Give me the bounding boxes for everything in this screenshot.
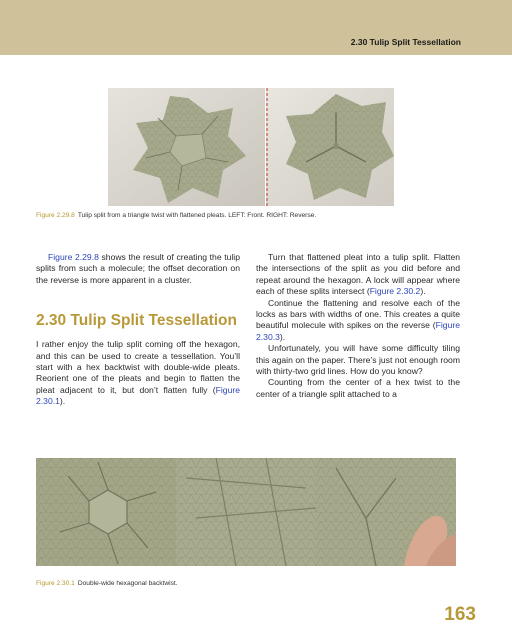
figure-reverse-photo [266,88,394,206]
right-column [256,252,460,400]
figure-caption-text: Tulip split from a triangle twist with flattened pleats. LEFT: Front. RIGHT: Reverse. [77,212,317,219]
paragraph [36,339,240,407]
figure-caption-text: Double-wide hexagonal backtwist. [77,580,178,587]
paragraph [36,252,240,286]
paragraph [256,377,460,400]
figure-reference-link[interactable]: Figure 2.30.2 [369,286,421,297]
paragraph-text: Continue the flattening and resolve each of the locks as bars with widths of one. This creates a quite beautiful molecule with spikes on the reverse ( [256,297,460,331]
paragraph [256,343,460,377]
figure-reference-link[interactable]: Figure 2.30.1 [36,384,240,407]
figure-reference-link[interactable]: Figure 2.29.8 [48,252,99,262]
paragraph-text: ). [420,286,426,297]
paragraph-text: ). [59,396,66,407]
paragraph-text: Turn that flattened pleat into a tulip split. Flatten the intersections of the split as you did before and repeat around the hexagon. A lock will appear where each of these splits intersect ( [256,252,460,297]
paragraph [256,298,460,344]
running-head: 2.30 Tulip Split Tessellation [350,37,461,47]
paragraph-text: Unfortunately, you will have some difficulty tiling this again on the paper. There’s just not enough room with thirty-two grid lines. How do you know? [256,343,460,377]
figure-label: Figure 2.30.1 [36,580,75,587]
page-number: 163 [444,604,476,625]
figure-caption-top [36,212,316,219]
figure-front-photo [108,88,265,206]
left-column [36,252,240,408]
paragraph [256,252,460,298]
figure-reference-link[interactable]: Figure 2.30.3 [256,320,460,342]
paragraph-text: ). [279,331,286,342]
section-heading: 2.30 Tulip Split Tessellation [36,312,237,330]
figure-backtwist-photo [36,458,456,566]
figure-label: Figure 2.29.8 [36,212,75,219]
paragraph-text: shows the result of creating the tulip splits from such a molecule; the offset decoration on the reverse is more apparent in a cluster. [36,252,240,285]
paragraph-text: Counting from the center of a hex twist to the center of a triangle split attached to a [256,377,460,399]
figure-caption-bottom [36,580,178,587]
paragraph-text: I rather enjoy the tulip split coming off the hexagon, and this can be used to create a tessellation. You’ll start with a hex backtwist with double-wide pleats. Reorient one of the pleats and begin to flatten the pleat adjacent to it, but don’t flatten fully ( [36,339,240,395]
